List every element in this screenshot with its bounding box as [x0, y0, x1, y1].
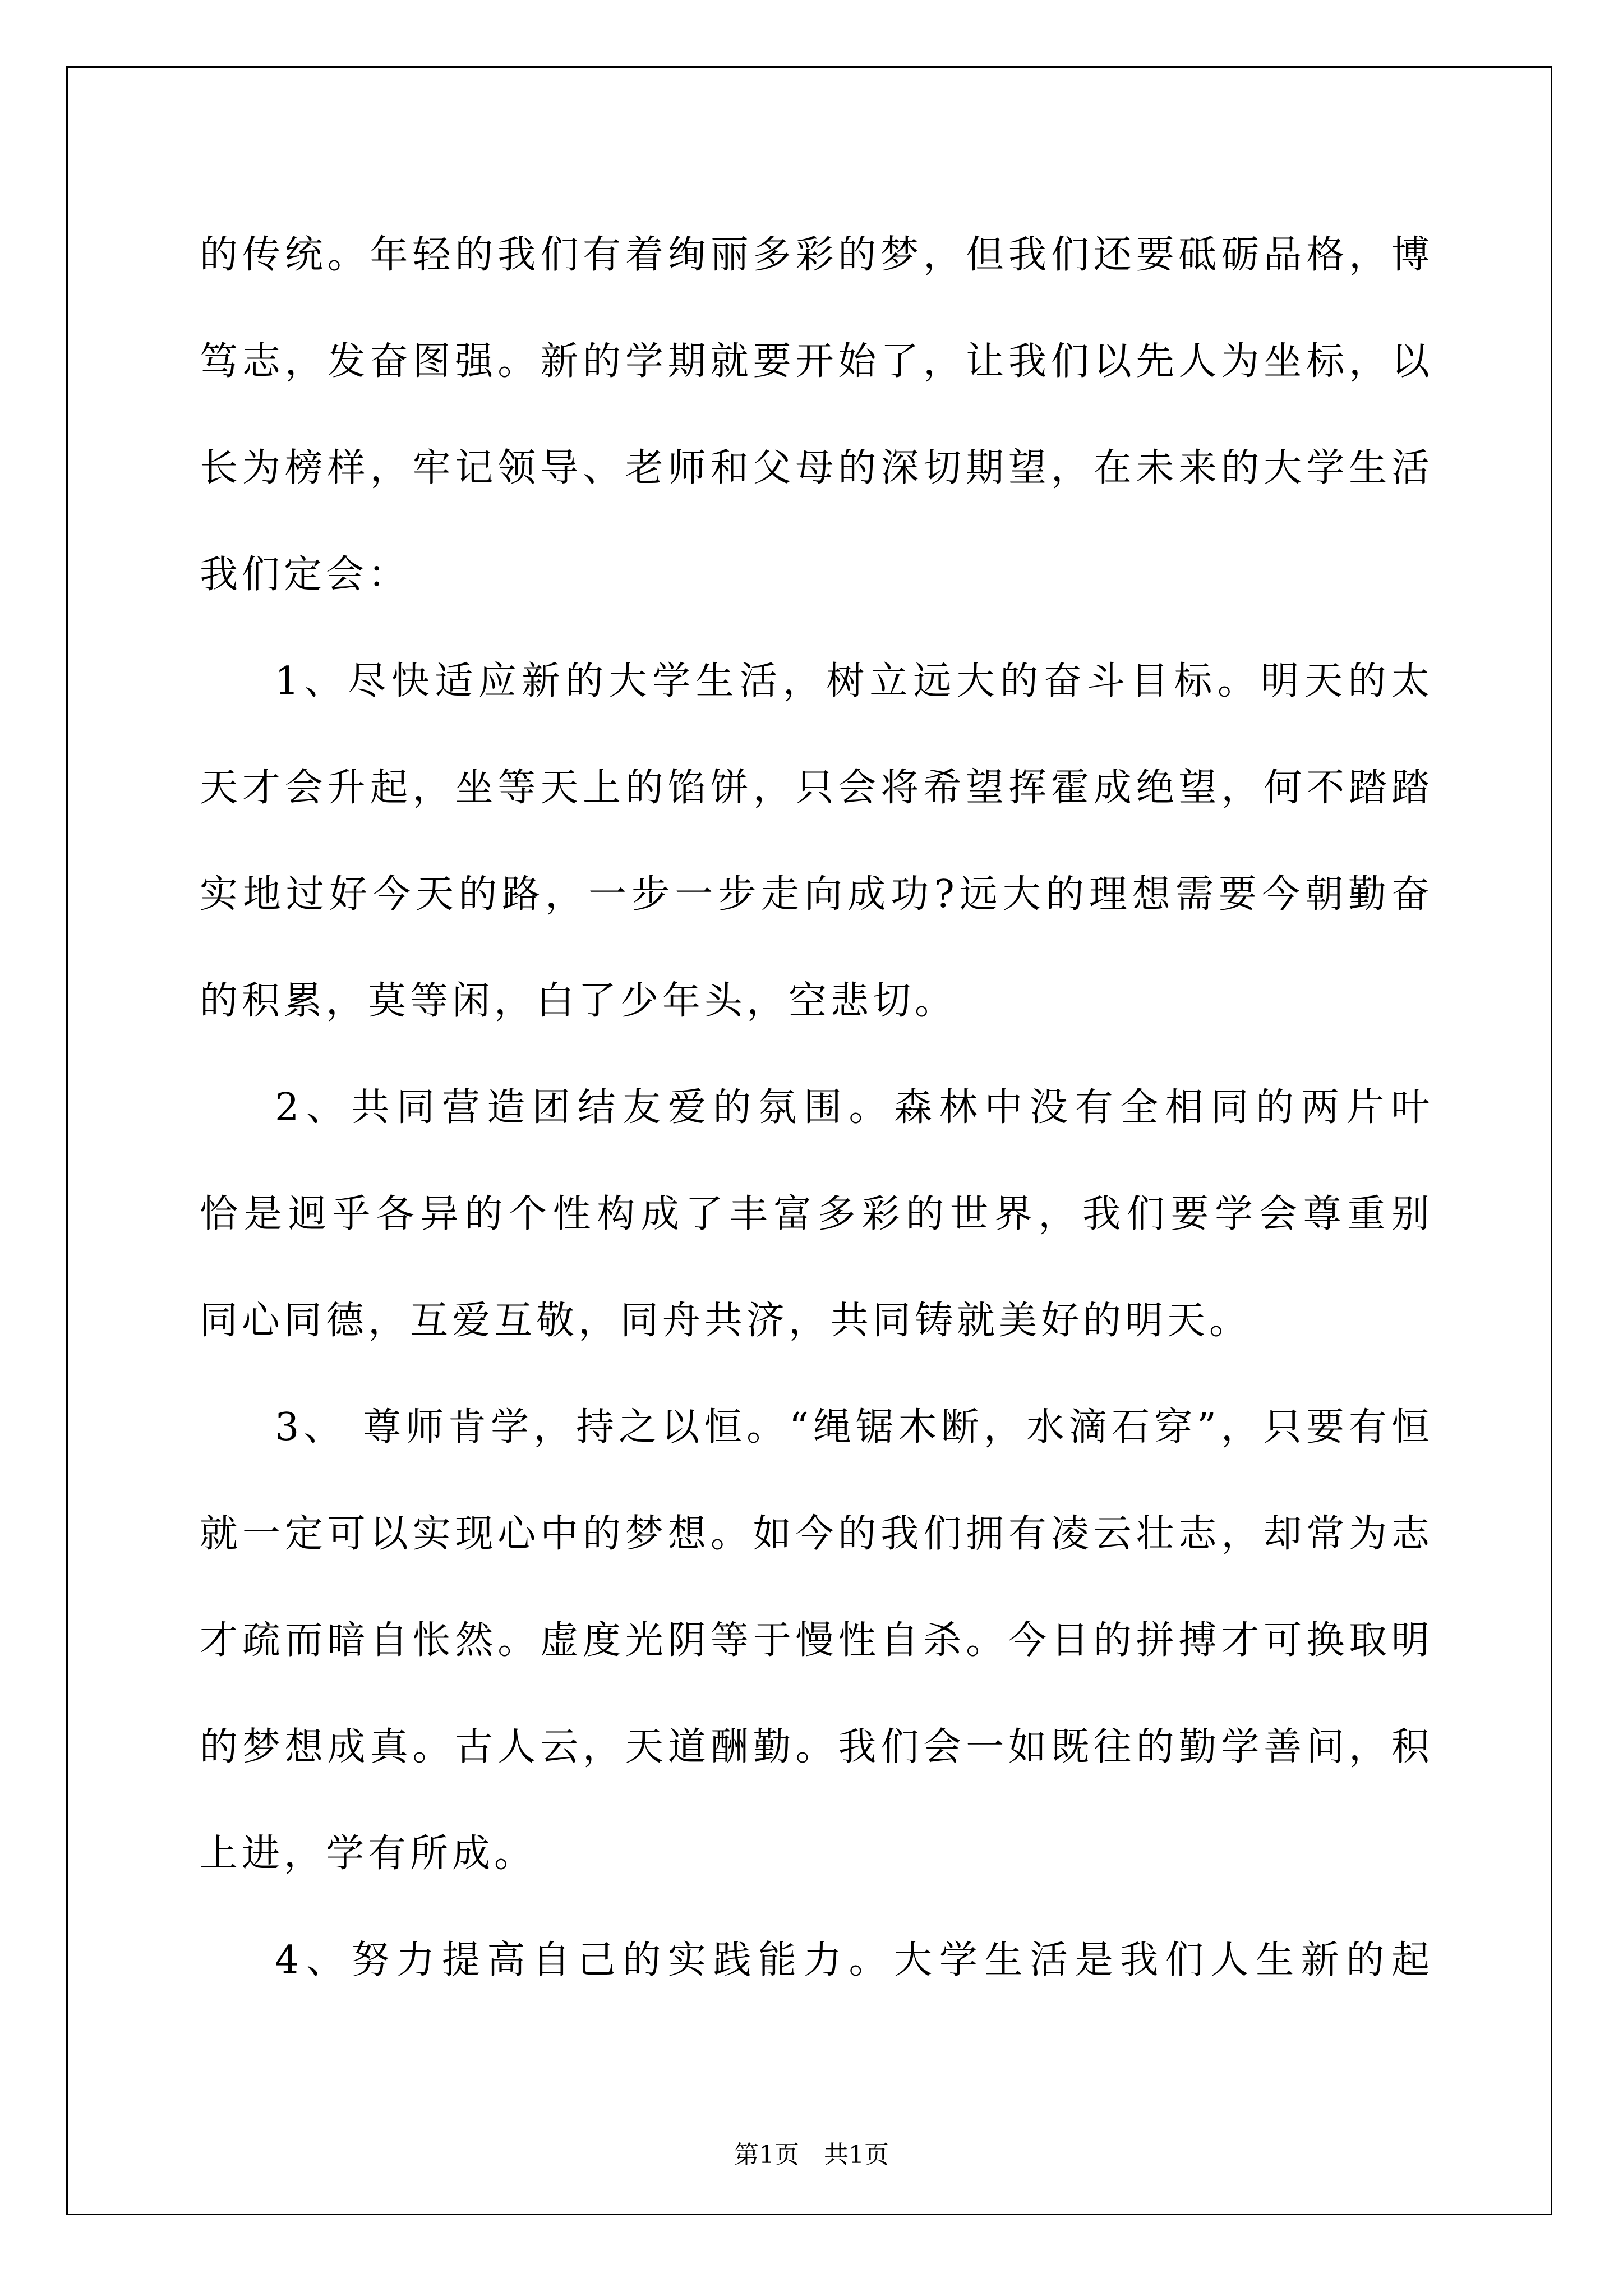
text-line: 的梦想成真。古人云，天道酬勤。我们会一如既往的勤学善问，积 — [200, 1725, 1433, 1769]
text-line: 才疏而暗自怅然。虚度光阴等于慢性自杀。今日的拼搏才可换取明 — [200, 1618, 1433, 1663]
text-line: 同心同德，互爱互敬，同舟共济，共同铸就美好的明天。 — [200, 1299, 1252, 1343]
page-total: 共1页 — [824, 2141, 889, 2169]
document-body — [200, 202, 1433, 2014]
text-line: 天才会升起，坐等天上的馅饼，只会将希望挥霍成绝望，何不踏踏 — [200, 766, 1433, 810]
page-footer — [0, 2138, 1623, 2172]
paragraph-first-line: 4、努力提高自己的实践能力。大学生活是我们人生新的起 — [275, 1938, 1433, 1982]
text-line: 长为榜样，牢记领导、老师和父母的深切期望，在未来的大学生活 — [200, 446, 1433, 490]
text-line: 就一定可以实现心中的梦想。如今的我们拥有凌云壮志，却常为志 — [200, 1512, 1433, 1556]
text-line: 笃志，发奋图强。新的学期就要开始了，让我们以先人为坐标，以 — [200, 339, 1433, 384]
text-line: 实地过好今天的路，一步一步走向成功?远大的理想需要今朝勤奋 — [200, 872, 1433, 917]
text-line: 上进，学有所成。 — [200, 1832, 537, 1876]
paragraph-first-line: 2、共同营造团结友爱的氛围。森林中没有全相同的两片叶 — [275, 1085, 1433, 1130]
text-line: 恰是迥乎各异的个性构成了丰富多彩的世界，我们要学会尊重别 — [200, 1192, 1433, 1236]
text-line: 的传统。年轻的我们有着绚丽多彩的梦，但我们还要砥砺品格，博 — [200, 233, 1433, 277]
paragraph-first-line: 1、尽快适应新的大学生活，树立远大的奋斗目标。明天的太 — [275, 659, 1433, 703]
paragraph-first-line: 3、 尊师肯学，持之以恒。“绳锯木断，水滴石穿”，只要有恒 — [275, 1405, 1433, 1450]
text-line: 的积累，莫等闲，白了少年头，空悲切。 — [200, 979, 957, 1023]
page-number: 第1页 — [734, 2141, 799, 2169]
text-line: 我们定会： — [200, 553, 411, 597]
